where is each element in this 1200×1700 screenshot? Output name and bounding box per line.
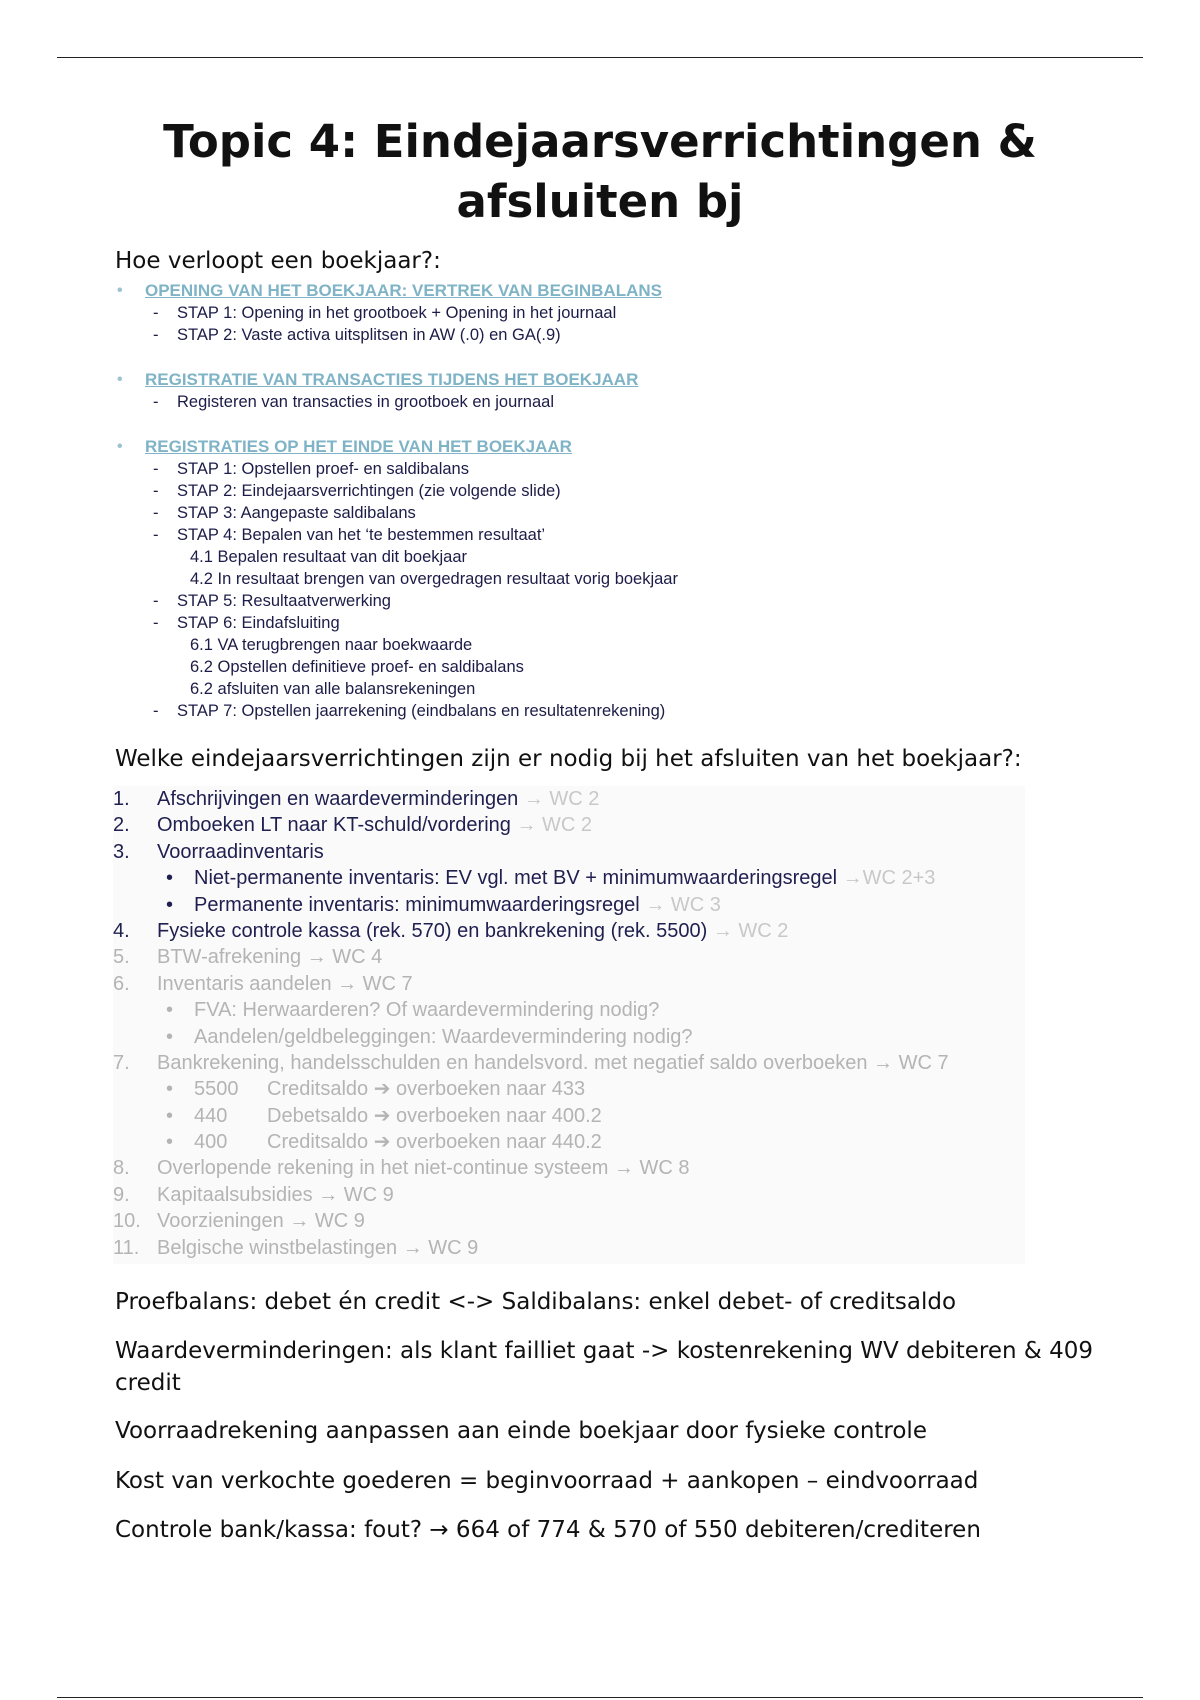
item-number: 8. (113, 1157, 130, 1180)
item-text: Fysieke controle kassa (rek. 570) en bankrekening (rek. 5500) (157, 919, 708, 942)
item-text: BTW-afrekening → WC 4 (157, 946, 383, 969)
note-waardeverminderingen: Waardeverminderingen: als klant failliet gaat -> kostenrekening WV debiteren & 409 credit (115, 1338, 1094, 1396)
numbered-item (113, 1182, 1025, 1208)
numbered-item (113, 1050, 1025, 1076)
bullet-item (113, 865, 1025, 891)
account-transfer-text: Debetsaldo ➔ overboeken naar 400.2 (267, 1104, 602, 1127)
item-text-wrap (157, 918, 788, 944)
item-text-wrap (157, 971, 413, 997)
item-text-wrap (157, 1208, 365, 1234)
note-proefbalans: Proefbalans: debet én credit <-> Saldibalans: enkel debet- of creditsaldo (115, 1289, 957, 1315)
bullet-text: Permanente inventaris: minimumwaarderingsregel (194, 893, 640, 916)
item-text: Omboeken LT naar KT-schuld/vordering (157, 814, 511, 837)
item-number: 7. (113, 1051, 130, 1074)
step-line: - STAP 2: Vaste activa uitsplitsen in AW (.0) en GA(.9) (115, 324, 678, 346)
bullet-text: FVA: Herwaarderen? Of waardevermindering nodig? (194, 999, 660, 1022)
step-line: - STAP 2: Eindejaarsverrichtingen (zie volgende slide) (115, 480, 678, 502)
wc-reference: → WC 2 (510, 814, 593, 837)
account-transfer-item (113, 1076, 1025, 1102)
item-number: 5. (113, 946, 130, 969)
substep-line: 4.1 Bepalen resultaat van dit boekjaar (190, 548, 468, 566)
numbered-item (113, 1235, 1025, 1261)
item-text-wrap (157, 1050, 949, 1076)
account-transfer-item (113, 1129, 1025, 1155)
substep-line: 6.2 afsluiten van alle balansrekeningen (190, 680, 476, 698)
numbered-item (113, 812, 1025, 838)
bullet-text-wrap (194, 865, 935, 891)
item-number: 2. (113, 814, 130, 837)
item-number: 11. (113, 1236, 140, 1259)
bottom-rule (57, 1697, 1143, 1698)
item-text: Overlopende rekening in het niet-continue systeem → WC 8 (157, 1157, 690, 1180)
slide-boekjaar-verloop (115, 280, 678, 722)
step-line: - STAP 4: Bepalen van het ‘te bestemmen resultaat’ (115, 524, 678, 546)
numbered-item (113, 971, 1025, 997)
wc-reference: → WC 3 (639, 893, 721, 916)
numbered-item (113, 786, 1025, 812)
note-kost-verkochte-goederen: Kost van verkochte goederen = beginvoorraad + aankopen – eindvoorraad (115, 1468, 979, 1494)
numbered-item (113, 1208, 1025, 1234)
item-text: Bankrekening, handelsschulden en handelsvord. met negatief saldo overboeken → WC 7 (157, 1051, 949, 1074)
item-text-wrap (157, 1155, 690, 1181)
wc-reference: → WC 2 (707, 919, 789, 942)
item-text-wrap (157, 839, 324, 865)
numbered-item (113, 944, 1025, 970)
account-transfer-text: Creditsaldo ➔ overboeken naar 433 (267, 1078, 586, 1101)
bullet-icon: • (166, 867, 174, 890)
item-text-wrap (157, 812, 592, 838)
wc-reference: →WC 2+3 (837, 867, 936, 890)
step-line: - STAP 6: Eindafsluiting (115, 612, 678, 634)
page-title: Topic 4: Eindejaarsverrichtingen & afsluiten bj (163, 115, 1037, 228)
question-eindejaarsverrichtingen: Welke eindejaarsverrichtingen zijn er nodig bij het afsluiten van het boekjaar?: (115, 746, 1022, 772)
numbered-item (113, 918, 1025, 944)
bullet-item (113, 997, 1025, 1023)
bullet-icon: • (166, 1131, 174, 1154)
account-transfer-item (113, 1103, 1025, 1129)
item-text-wrap (157, 944, 382, 970)
item-number: 3. (113, 840, 130, 863)
numbered-item (113, 839, 1025, 865)
section-heading: • REGISTRATIE VAN TRANSACTIES TIJDENS HET BOEKJAAR (115, 369, 678, 391)
item-text: Belgische winstbelastingen → WC 9 (157, 1236, 479, 1259)
section-heading: • OPENING VAN HET BOEKJAAR: VERTREK VAN BEGINBALANS (115, 280, 678, 302)
item-text-wrap (157, 1182, 394, 1208)
top-rule (57, 57, 1143, 58)
substep-line: 4.2 In resultaat brengen van overgedragen resultaat vorig boekjaar (190, 570, 678, 588)
item-number: 6. (113, 972, 130, 995)
substep-line: 6.2 Opstellen definitieve proef- en saldibalans (190, 658, 524, 676)
item-number: 9. (113, 1183, 130, 1206)
bullet-icon: • (166, 1078, 174, 1101)
step-line: - STAP 3: Aangepaste saldibalans (115, 502, 678, 524)
account-code: 400 (194, 1131, 228, 1154)
item-text: Voorzieningen → WC 9 (157, 1210, 365, 1233)
item-text-wrap (157, 1235, 478, 1261)
step-line: - Registeren van transacties in grootboek en journaal (115, 391, 678, 413)
item-text: Voorraadinventaris (157, 840, 324, 863)
account-code: 5500 (194, 1078, 239, 1101)
wc-reference: → WC 2 (518, 788, 600, 810)
item-text: Afschrijvingen en waardeverminderingen (157, 788, 519, 810)
step-line: - STAP 1: Opstellen proef- en saldibalans (115, 458, 678, 480)
section-gap (115, 346, 678, 369)
bullet-text: Niet-permanente inventaris: EV vgl. met BV + minimumwaarderingsregel (194, 867, 838, 890)
bullet-text-wrap (194, 997, 659, 1023)
item-number: 1. (113, 788, 130, 810)
item-text: Kapitaalsubsidies → WC 9 (157, 1183, 394, 1206)
section-heading: • REGISTRATIES OP HET EINDE VAN HET BOEKJAAR (115, 436, 678, 458)
numbered-item (113, 1155, 1025, 1181)
note-voorraadrekening: Voorraadrekening aanpassen aan einde boekjaar door fysieke controle (115, 1418, 927, 1444)
step-line: - STAP 1: Opening in het grootboek + Opening in het journaal (115, 302, 678, 324)
bullet-icon: • (166, 999, 174, 1022)
bullet-text-wrap (194, 892, 721, 918)
substep-line: 6.1 VA terugbrengen naar boekwaarde (190, 636, 473, 654)
account-transfer-text: Creditsaldo ➔ overboeken naar 440.2 (267, 1131, 602, 1154)
bullet-item (113, 892, 1025, 918)
bullet-text: Aandelen/geldbeleggingen: Waardevermindering nodig? (194, 1025, 693, 1048)
bullet-item (113, 1024, 1025, 1050)
question-boekjaar: Hoe verloopt een boekjaar?: (115, 248, 441, 274)
step-line: - STAP 7: Opstellen jaarrekening (eindbalans en resultatenrekening) (115, 700, 678, 722)
item-text: Inventaris aandelen → WC 7 (157, 972, 413, 995)
section-gap (115, 413, 678, 436)
item-number: 10. (113, 1210, 141, 1233)
bullet-icon: • (166, 1025, 174, 1048)
step-line: - STAP 5: Resultaatverwerking (115, 590, 678, 612)
account-code: 440 (194, 1104, 228, 1127)
bullet-icon: • (166, 893, 174, 916)
item-text-wrap (157, 786, 599, 812)
bullet-text-wrap (194, 1024, 693, 1050)
item-number: 4. (113, 919, 130, 942)
slide-eindejaarsverrichtingen (113, 786, 1025, 1264)
bullet-icon: • (166, 1104, 174, 1127)
note-controle-bank-kassa: Controle bank/kassa: fout? → 664 of 774 & 570 of 550 debiteren/crediteren (115, 1517, 981, 1543)
